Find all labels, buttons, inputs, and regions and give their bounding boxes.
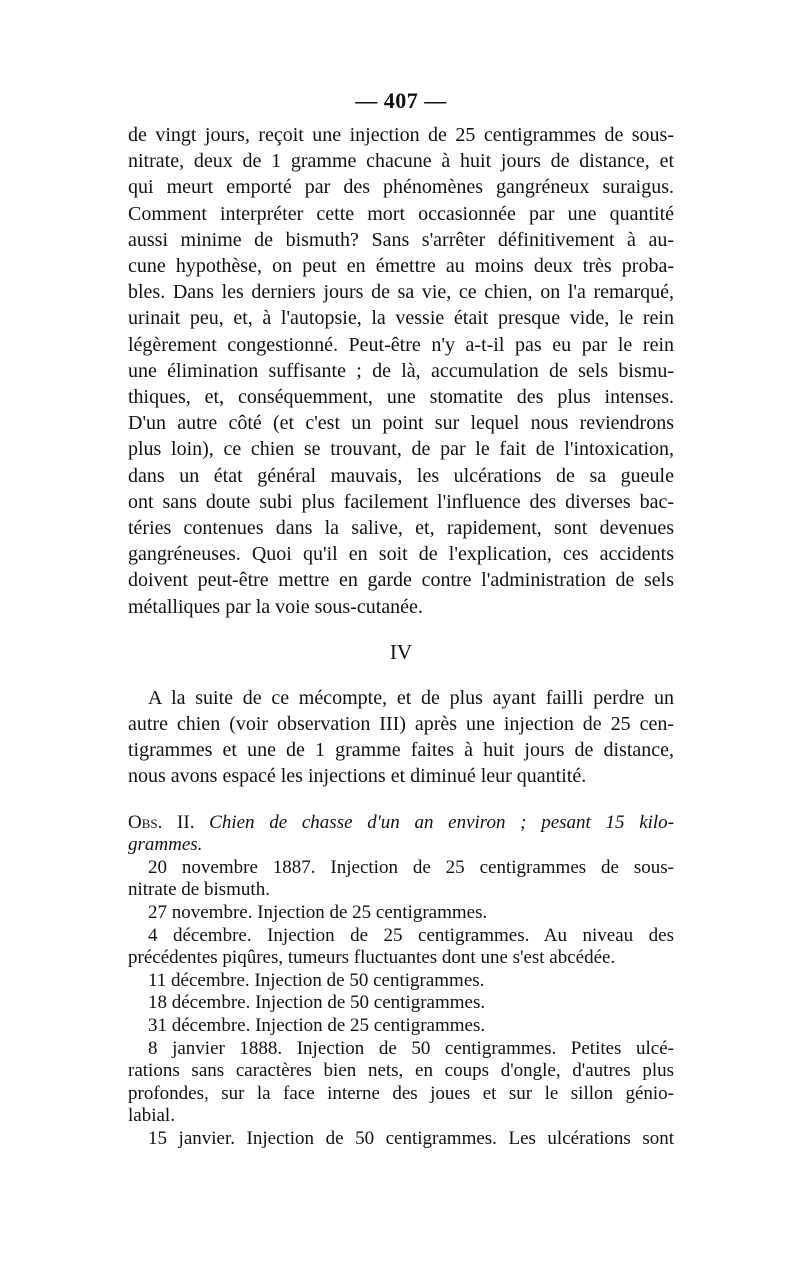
observation-entry-line: 18 décembre. Injection de 50 centigrammes. bbox=[148, 992, 486, 1014]
text-line: nous avons espacé les injections et diminué leur quantité. bbox=[128, 765, 587, 788]
text-line: bles. Dans les derniers jours de sa vie, ce chien, on l'a remarqué, bbox=[128, 281, 674, 304]
section-heading: IV bbox=[389, 639, 413, 664]
observation-entry-line: profondes, sur la face interne des joues et sur le sillon génio- bbox=[128, 1082, 674, 1104]
observation-entry-line: rations sans caractères bien nets, en coups d'ongle, d'autres plus bbox=[128, 1060, 674, 1082]
text-line: métalliques par la voie sous-cutanée. bbox=[128, 595, 423, 618]
text-line: légèrement congestionné. Peut-être n'y a-t-il pas eu par le rein bbox=[128, 333, 674, 356]
text-line: doivent peut-être mettre en garde contre l'administration de sels bbox=[128, 569, 674, 592]
observation-entry-line: 27 novembre. Injection de 25 centigrammes. bbox=[148, 902, 488, 924]
observation-title-line bbox=[128, 834, 674, 857]
observation-entry bbox=[128, 1128, 674, 1151]
text-line: plus loin), ce chien se trouvant, de par le fait de l'intoxication, bbox=[128, 438, 674, 461]
observation-entry bbox=[128, 902, 674, 925]
text-line: dans un état général mauvais, les ulcérations de sa gueule bbox=[128, 464, 674, 487]
text-line: D'un autre côté (et c'est un point sur lequel nous reviendrons bbox=[128, 412, 674, 435]
text-line: autre chien (voir observation III) après une injection de 25 cen- bbox=[128, 713, 674, 736]
observation-entry-line: 4 décembre. Injection de 25 centigrammes. Au niveau des bbox=[148, 924, 674, 946]
page-number: — 407 — bbox=[355, 88, 447, 113]
observation-entry-line: labial. bbox=[128, 1105, 175, 1127]
observation-label: Obs. II. bbox=[128, 811, 195, 833]
observation-entry bbox=[128, 1015, 674, 1038]
text-line: téries contenues dans la salive, et, rapidement, sont devenues bbox=[128, 517, 674, 540]
observation-entry bbox=[128, 857, 674, 902]
text-line: de vingt jours, reçoit une injection de 25 centigrammes de sous- bbox=[128, 124, 674, 146]
body-paragraph-2 bbox=[128, 685, 674, 790]
observation-title-continued: grammes. bbox=[128, 834, 203, 856]
observation-entry bbox=[128, 992, 674, 1015]
observation-entry bbox=[128, 970, 674, 993]
observation-entry-line: 11 décembre. Injection de 50 centigrammes. bbox=[148, 969, 485, 991]
observation-entry-line: nitrate de bismuth. bbox=[128, 879, 270, 901]
observation-block bbox=[128, 812, 674, 1151]
text-line: ont sans doute subi plus facilement l'influence des diverses bac- bbox=[128, 490, 674, 513]
observation-entry bbox=[128, 925, 674, 970]
observation-entries bbox=[128, 857, 674, 1151]
text-line: Comment interpréter cette mort occasionnée par une quantité bbox=[128, 202, 674, 225]
document-page bbox=[128, 88, 674, 1151]
observation-entry-line: précédentes piqûres, tumeurs fluctuantes dont une s'est abcédée. bbox=[128, 947, 616, 969]
text-line: cune hypothèse, on peut en émettre au moins deux très proba- bbox=[128, 255, 674, 278]
text-line: gangréneuses. Quoi qu'il en soit de l'explication, ces accidents bbox=[128, 543, 674, 566]
text-line: aussi minime de bismuth? Sans s'arrêter définitivement à au- bbox=[128, 228, 674, 251]
observation-title: Chien de chasse d'un an environ ; pesant 15 kilo- bbox=[209, 811, 675, 833]
text-line: qui meurt emporté par des phénomènes gangréneux suraigus. bbox=[128, 176, 674, 199]
text-line: nitrate, deux de 1 gramme chacune à huit jours de distance, et bbox=[128, 150, 674, 173]
observation-entry-line: 15 janvier. Injection de 50 centigrammes. Les ulcérations sont bbox=[148, 1127, 674, 1149]
body-paragraph-1 bbox=[128, 122, 674, 620]
observation-entry-line: 31 décembre. Injection de 25 centigrammes. bbox=[148, 1015, 486, 1037]
observation-entry-line: 8 janvier 1888. Injection de 50 centigrammes. Petites ulcé- bbox=[148, 1037, 674, 1059]
text-line: une élimination suffisante ; de là, accumulation de sels bismu- bbox=[128, 359, 674, 382]
text-line: urinait peu, et, à l'autopsie, la vessie était presque vide, le rein bbox=[128, 307, 674, 330]
text-line: A la suite de ce mécompte, et de plus ayant failli perdre un bbox=[148, 686, 674, 709]
observation-entry bbox=[128, 1038, 674, 1128]
text-line: tigrammes et une de 1 gramme faites à huit jours de distance, bbox=[128, 739, 674, 762]
observation-title-line bbox=[128, 812, 674, 835]
observation-entry-line: 20 novembre 1887. Injection de 25 centigrammes de sous- bbox=[148, 856, 674, 878]
text-line: thiques, et, conséquemment, une stomatite des plus intenses. bbox=[128, 386, 674, 409]
